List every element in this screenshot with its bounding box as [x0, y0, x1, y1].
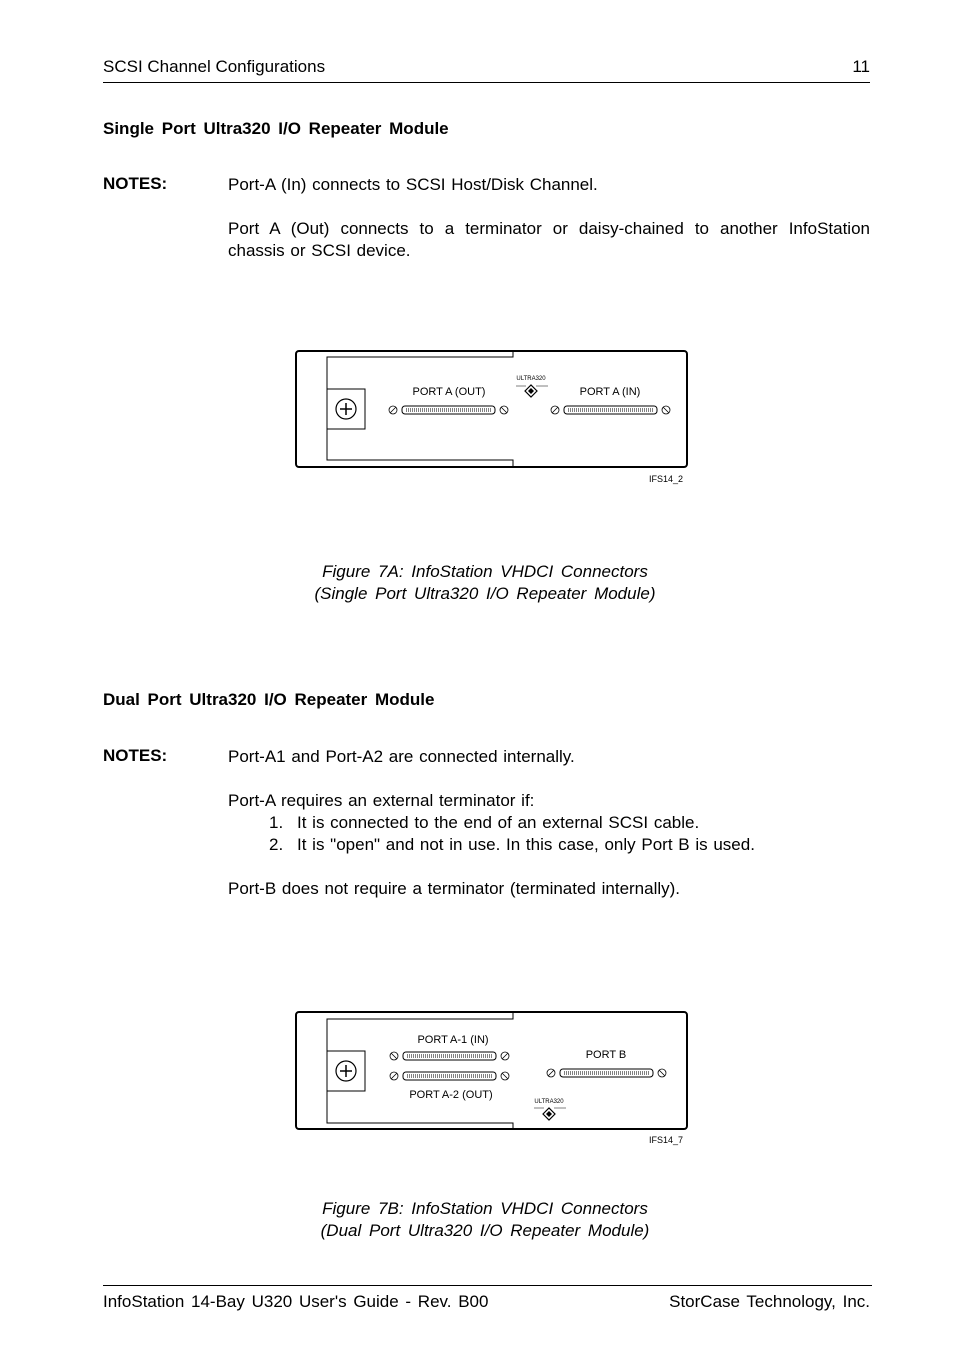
figure-caption-line1: Figure 7B: InfoStation VHDCI Connectors — [322, 1199, 648, 1218]
note-paragraph: Port-A1 and Port-A2 are connected internally. — [228, 747, 575, 766]
port-a-in-label: PORT A (IN) — [579, 386, 641, 398]
port-a2-label: PORT A-2 (OUT) — [409, 1089, 493, 1101]
figure-id-label: IFS14_2 — [648, 474, 683, 484]
list-item: It is connected to the end of an external SCSI cable. — [297, 813, 700, 832]
note-paragraph: Port-A requires an external terminator if: — [228, 791, 535, 810]
notes-label: NOTES: — [103, 174, 168, 193]
note-paragraph: Port A (Out) connects to a terminator or daisy-chained to another InfoStation chassis or SCSI device. — [228, 219, 870, 260]
figure-7a-diagram — [290, 345, 690, 490]
figure-caption-line1: Figure 7A: InfoStation VHDCI Connectors — [322, 562, 648, 581]
section-title-dual-port: Dual Port Ultra320 I/O Repeater Module — [103, 690, 435, 709]
figure-caption-line2: (Dual Port Ultra320 I/O Repeater Module) — [320, 1221, 650, 1240]
figure-id-label: IFS14_7 — [648, 1135, 683, 1145]
section-title-single-port: Single Port Ultra320 I/O Repeater Module — [103, 119, 449, 138]
ultra320-logo-text: ULTRA320 — [534, 1099, 564, 1105]
port-a-out-label: PORT A (OUT) — [412, 386, 486, 398]
module-bracket — [327, 1012, 513, 1129]
list-item-number: 1. — [269, 813, 284, 832]
list-item: It is "open" and not in use. In this case, only Port B is used. — [297, 835, 755, 854]
notes-label: NOTES: — [103, 746, 168, 765]
port-b-label: PORT B — [585, 1049, 627, 1061]
module-panel — [296, 1012, 687, 1129]
port-a1-label: PORT A-1 (IN) — [417, 1034, 489, 1046]
page-header-title: SCSI Channel Configurations — [103, 57, 326, 76]
ultra320-logo-text: ULTRA320 — [516, 376, 546, 382]
vhdci-connector-icon — [390, 1052, 509, 1060]
list-item-number: 2. — [269, 835, 284, 854]
scsi-logo-icon — [534, 1108, 566, 1120]
scsi-logo-icon — [516, 385, 548, 397]
footer-left-text: InfoStation 14-Bay U320 User's Guide - Rev. B00 — [103, 1292, 489, 1311]
header-rule — [103, 82, 870, 83]
vhdci-connector-icon — [390, 1072, 509, 1080]
footer-right-text: StorCase Technology, Inc. — [669, 1292, 870, 1311]
note-paragraph: Port-B does not require a terminator (terminated internally). — [228, 879, 681, 898]
page-number: 11 — [852, 57, 870, 76]
vhdci-connector-icon — [551, 406, 670, 414]
figure-caption-line2: (Single Port Ultra320 I/O Repeater Module) — [314, 584, 656, 603]
vhdci-connector-icon — [547, 1069, 666, 1077]
vhdci-connector-icon — [389, 406, 508, 414]
note-paragraph: Port-A (In) connects to SCSI Host/Disk Channel. — [228, 175, 598, 194]
footer-rule — [103, 1285, 872, 1286]
figure-7b-diagram — [290, 1006, 690, 1151]
